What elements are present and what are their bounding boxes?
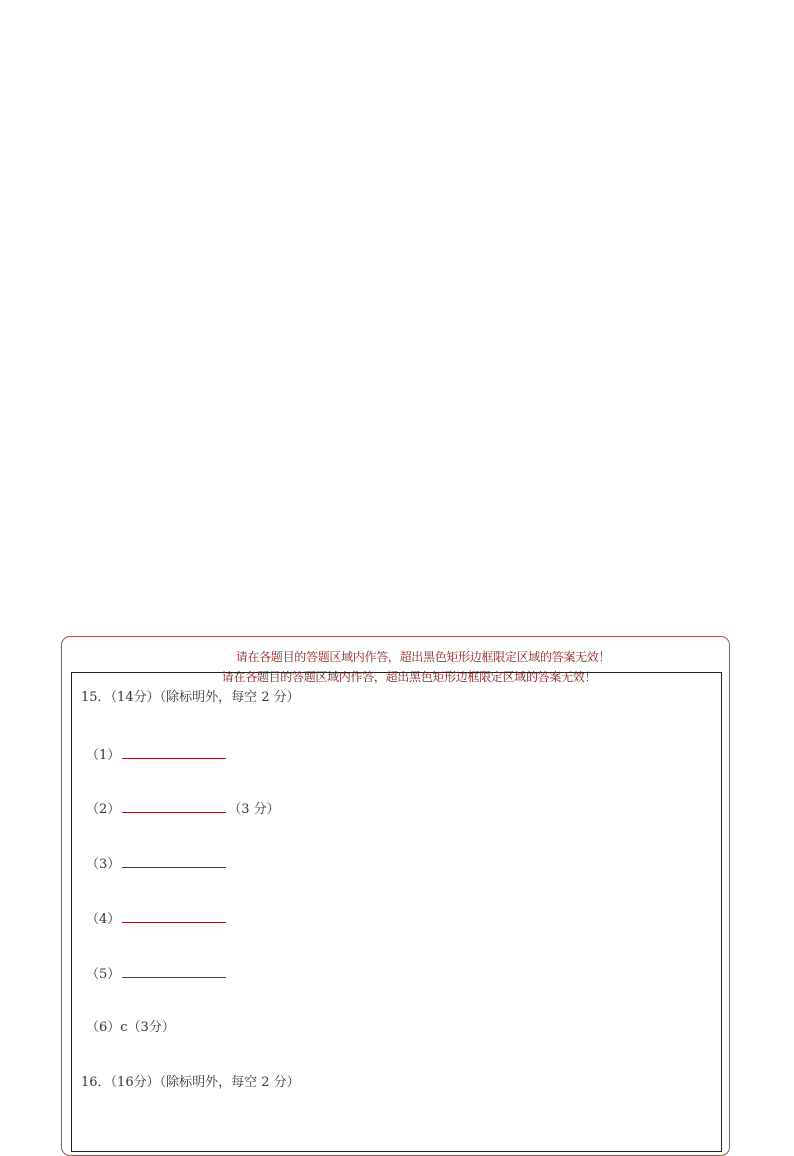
item-label: （1） [86, 748, 121, 763]
item-label: （2） [86, 802, 121, 817]
question-15-header: 15．（14分）（除标明外，每空 2 分） [81, 690, 300, 705]
question-15-item-3 [86, 855, 226, 873]
question-15-item-6: （6）c（3分） [86, 1020, 175, 1035]
question-15-item-5 [86, 965, 226, 983]
answer-region-notice: 请在各题目的答题区域内作答，超出黑色矩形边框限定区域的答案无效！ [235, 650, 611, 664]
question-15-item-1 [86, 746, 226, 764]
item-label: （4） [86, 912, 121, 927]
answer-blank-2[interactable] [122, 800, 226, 813]
question-15-item-4 [86, 910, 226, 928]
item-label: （5） [86, 967, 121, 982]
answer-blank-3[interactable] [122, 855, 226, 868]
answer-blank-5[interactable] [122, 965, 226, 978]
question-15-item-2 [86, 800, 280, 818]
answer-blank-4[interactable] [122, 910, 226, 923]
answer-region-notice-inner: 请在各题目的答题区域内作答，超出黑色矩形边框限定区域的答案无效！ [221, 670, 597, 684]
answer-blank-1[interactable] [122, 746, 226, 759]
question-16-header: 16．（16分）（除标明外，每空 2 分） [81, 1075, 300, 1090]
item-label: （3） [86, 857, 121, 872]
item-score-note: （3 分） [228, 802, 280, 817]
